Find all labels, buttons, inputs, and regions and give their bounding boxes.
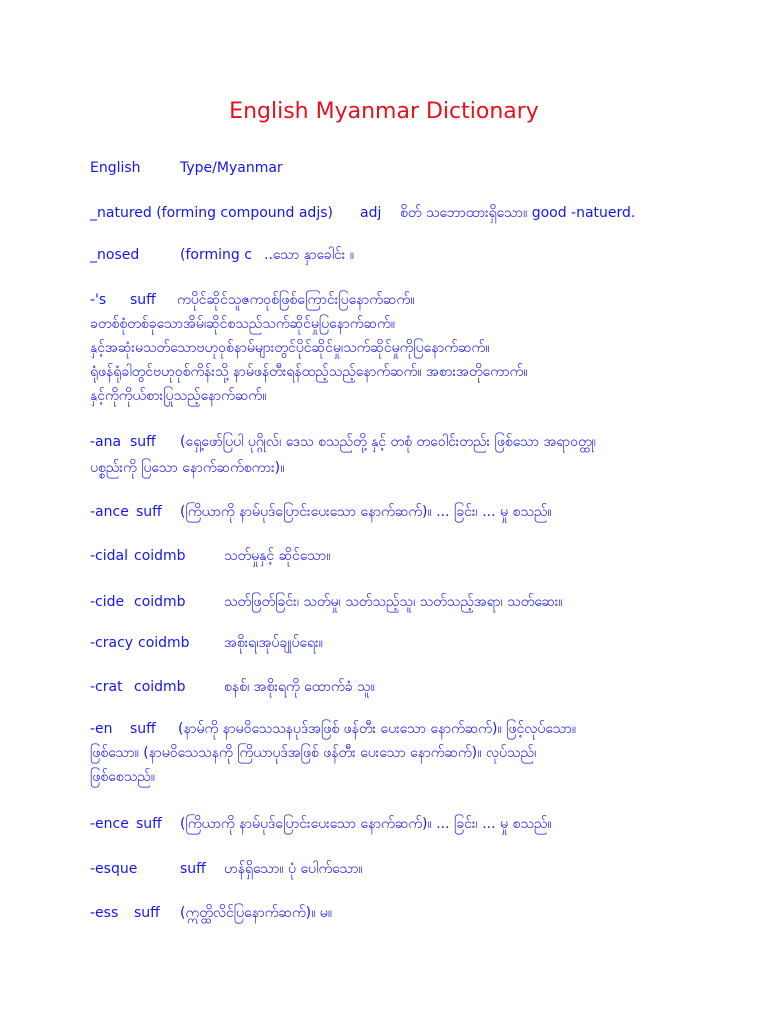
entry-word: -cracy bbox=[90, 635, 134, 651]
entry-definition: စနစ်၊ အစိုးရကို ထောက်ခံ သူ။ bbox=[224, 679, 375, 695]
entry-definition: (နာမ်ကို နာမဝိသေသနပုဒ်အဖြစ် ဖန်တီး ပေးသော နောက်ဆက်)။ ဖြင့်လုပ်သော။ bbox=[178, 721, 576, 737]
entry-word: -ana bbox=[90, 434, 122, 450]
entry-word: _nosed bbox=[90, 247, 140, 263]
entry-definition: (ဣတ္ထိလိင်ပြနောက်ဆက်)။ မ။ bbox=[180, 905, 333, 921]
entry-type: coidmb bbox=[134, 679, 186, 695]
page-title: English Myanmar Dictionary bbox=[229, 99, 539, 124]
entry-word: _natured (forming compound adjs) bbox=[90, 205, 333, 221]
entry-definition-continued: ရုံဖန်ရုံခါတွင်ဗဟုဝုစ်ကိန်းသို့ နာမ်ဖန်တီးရန်ထည့်သည့်နောက်ဆက်။ အစားအတိုကောက်။ bbox=[90, 364, 528, 380]
entry-type: suff bbox=[130, 434, 156, 450]
entry-word: -ance bbox=[90, 504, 129, 520]
entry-definition: သတ်မှုနှင့် ဆိုင်သော။ bbox=[224, 548, 331, 564]
entry-definition-continued: နှင့်အဆုံးမသတ်သောဗဟုဝုစ်နာမ်များတွင်ပိုင်ဆိုင်မှု၊သက်ဆိုင်မှုကိုပြနောက်ဆက်။ bbox=[90, 340, 490, 356]
entry-word: -'s bbox=[90, 292, 107, 308]
entry-type: suff bbox=[136, 504, 162, 520]
entry-type: (forming c bbox=[180, 247, 252, 263]
entry-word: -crat bbox=[90, 679, 123, 695]
entry-definition-continued: နှင့်ကိုကိုယ်စားပြုသည့်နောက်ဆက်။ bbox=[90, 388, 267, 404]
entry-definition-continued: ဖြစ်စေသည်။ bbox=[90, 769, 156, 785]
entry-word: -ess bbox=[90, 905, 119, 921]
entry-definition-continued: ပစ္စည်းကို ပြသော နောက်ဆက်စကား)။ bbox=[90, 460, 285, 476]
entry-type: suff bbox=[136, 816, 162, 832]
entry-type: coidmb bbox=[134, 594, 186, 610]
entry-definition: အစိုးရ၊အုပ်ချုပ်ရေး။ bbox=[224, 635, 323, 651]
column-header-english: English bbox=[90, 160, 141, 176]
entry-type: coidmb bbox=[134, 548, 186, 564]
entry-type: suff bbox=[134, 905, 160, 921]
entry-word: -en bbox=[90, 721, 113, 737]
entry-word: -cide bbox=[90, 594, 125, 610]
entry-definition: စိတ် သဘောထားရှိသော။ good -natuerd. bbox=[400, 205, 636, 221]
entry-definition: ..သော နှာခေါင်း ။ bbox=[264, 247, 355, 263]
entry-type: adj bbox=[360, 205, 382, 221]
entry-definition: (ရှေ့ဖော်ပြပါ ပုဂ္ဂိုလ်၊ ဒေသ စသည်တို့ နှင့် တစုံ တဝေါင်းတည်း ဖြစ်သော အရာဝတ္ထု၊ bbox=[180, 434, 596, 450]
column-header-type: Type/Myanmar bbox=[180, 160, 283, 176]
entry-definition: ဟန်ရှိသော။ ပုံ ပေါက်သော။ bbox=[224, 861, 363, 877]
entry-definition-continued: ဖြစ်သော။ (နာမဝိသေသနကို ကြိယာပုဒ်အဖြစ် ဖန်တီး ပေးသော နောက်ဆက်)။ လုပ်သည်၊ bbox=[90, 745, 537, 761]
entry-word: -esque bbox=[90, 861, 138, 877]
entry-type: coidmb bbox=[138, 635, 190, 651]
entry-type: suff bbox=[130, 721, 156, 737]
entry-definition: ကပိုင်ဆိုင်သူဇကဝုစ်ဖြစ်ကြောင်းပြနောက်ဆက်။ bbox=[177, 292, 415, 308]
entry-definition: (ကြိယာကို နာမ်ပုဒ်ပြောင်းပေးသော နောက်ဆက်)။ ... ခြင်း၊ ... မှု စသည်။ bbox=[180, 816, 552, 832]
entry-word: -cidal bbox=[90, 548, 128, 564]
entry-word: -ence bbox=[90, 816, 129, 832]
entry-type: suff bbox=[180, 861, 206, 877]
entry-definition: သတ်ဖြတ်ခြင်း၊ သတ်မှု၊ သတ်သည့်သူ၊ သတ်သည့်အရာ၊ သတ်ဆေး။ bbox=[224, 594, 563, 610]
entry-definition: (ကြိယာကို နာမ်ပုဒ်ပြောင်းပေးသော နောက်ဆက်)။ ... ခြင်း၊ ... မှု စသည်။ bbox=[180, 504, 552, 520]
entry-definition-continued: ခတစ်စုံတစ်ခုသောအိမ်၊ဆိုင်စသည်သက်ဆိုင်မှုပြနောက်ဆက်။ bbox=[90, 316, 395, 332]
entry-type: suff bbox=[130, 292, 156, 308]
